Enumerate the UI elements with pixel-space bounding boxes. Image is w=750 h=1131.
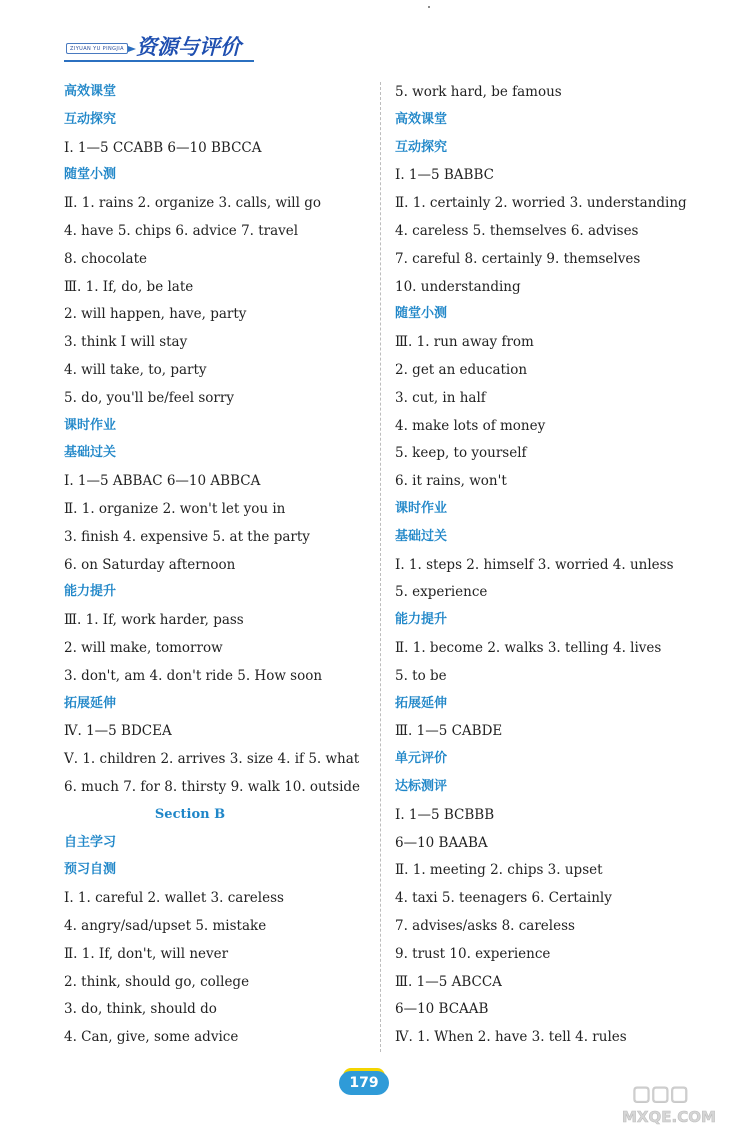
section-heading: 自主学习 [64,834,117,850]
answer-line: 3. do, think, should do [64,1001,217,1018]
answer-line: 5. keep, to yourself [395,445,527,462]
header-pinyin: ZIYUAN YU PINGJIA [66,43,128,54]
section-heading: 随堂小测 [64,167,117,183]
answer-line: 7. careful 8. certainly 9. themselves [395,250,641,267]
answer-line: 5. do, you'll be/feel sorry [64,389,234,406]
answer-line: 6—10 BAABA [395,834,488,851]
section-title: Section B [154,806,226,822]
answer-line: Ⅳ. 1—5 BDCEA [64,723,172,740]
arrow-icon [128,46,136,52]
answer-line: 3. finish 4. expensive 5. at the party [64,528,310,545]
answer-line: 6. much 7. for 8. thirsty 9. walk 10. outside [64,779,361,795]
answer-line: 10. understanding [395,278,521,295]
section-heading: 课时作业 [64,417,117,433]
answer-line: Ⅰ. 1—5 ABBAC 6—10 ABBCA [64,473,261,490]
answer-line: 6. it rains, won't [395,473,507,490]
header-banner [60,30,280,68]
answer-line: Ⅲ. 1. run away from [395,334,534,351]
section-heading: 高效课堂 [395,111,448,127]
answer-line: 7. advises/asks 8. careless [395,918,575,934]
answer-line: Ⅰ. 1. careful 2. wallet 3. careless [64,890,284,907]
answer-line: Ⅲ. 1. If, do, be late [64,278,194,295]
answer-line: Ⅰ. 1—5 BCBBB [395,806,495,823]
answer-line: 3. think I will stay [64,334,188,351]
answer-line: Ⅰ. 1. steps 2. himself 3. worried 4. unless [395,556,674,573]
answer-line: Ⅲ. 1—5 ABCCA [395,973,502,990]
section-heading: 拓展延伸 [64,695,117,711]
answer-line: Ⅱ. 1. If, don't, will never [64,945,229,962]
answer-line: 9. trust 10. experience [395,945,551,962]
scan-dot [428,6,430,8]
answer-line: 4. Can, give, some advice [64,1029,239,1046]
answer-line: Ⅰ. 1—5 BABBC [395,167,494,184]
answer-line: 4. angry/sad/upset 5. mistake [64,918,267,934]
section-heading: 课时作业 [395,501,448,516]
answer-line: Ⅲ. 1. If, work harder, pass [64,612,244,629]
page-number: 179 [339,1071,389,1095]
answer-line: 3. cut, in half [395,389,486,406]
answer-line: Ⅱ. 1. rains 2. organize 3. calls, will go [64,195,322,212]
answer-line: 3. don't, am 4. don't ride 5. How soon [64,667,323,684]
answer-line: 5. experience [395,584,488,601]
answer-line: 4. careless 5. themselves 6. advises [395,223,639,239]
section-heading: 基础过关 [64,445,117,461]
watermark-text: MXQE.COM [622,1108,716,1126]
answer-line: 6—10 BCAAB [395,1001,489,1018]
section-heading: 随堂小测 [395,306,448,322]
answer-line: 2. get an education [395,362,528,378]
answer-line: 2. think, should go, college [64,973,250,990]
answer-line: Ⅱ. 1. become 2. walks 3. telling 4. lives [395,640,662,656]
watermark-logo [620,1080,735,1128]
section-heading: 单元评价 [395,751,448,767]
section-heading: 高效课堂 [64,84,117,99]
answer-line: 4. taxi 5. teenagers 6. Certainly [395,890,612,907]
column-divider [380,82,381,1052]
answer-line: Ⅱ. 1. certainly 2. worried 3. understanding [395,195,687,212]
answer-line: Ⅱ. 1. meeting 2. chips 3. upset [395,862,603,879]
svg-text:▢▢▢: ▢▢▢ [632,1081,689,1105]
answer-line: Ⅱ. 1. organize 2. won't let you in [64,501,286,517]
header-title: 资源与评价 [136,35,241,59]
section-heading: 能力提升 [64,584,117,600]
answer-line: 5. work hard, be famous [395,84,562,100]
section-heading: 拓展延伸 [395,695,448,711]
answer-line: Ⅰ. 1—5 CCABB 6—10 BBCCA [64,139,262,156]
answer-line: 2. will happen, have, party [64,306,247,323]
section-heading: 能力提升 [395,612,448,628]
section-heading: 预习自测 [64,862,117,878]
section-heading: 互动探究 [64,111,117,127]
answer-line: 6. on Saturday afternoon [64,556,236,573]
section-heading: 基础过关 [395,528,448,544]
answer-line: 5. to be [395,667,447,684]
answer-line: Ⅴ. 1. children 2. arrives 3. size 4. if 5. what [64,751,360,768]
header-underline [64,60,254,62]
answer-line: 4. have 5. chips 6. advice 7. travel [64,223,299,239]
answer-line: Ⅲ. 1—5 CABDE [395,723,503,740]
answer-line: 8. chocolate [64,250,148,267]
answer-line: 2. will make, tomorrow [64,640,223,656]
answer-line: Ⅳ. 1. When 2. have 3. tell 4. rules [395,1029,627,1046]
answer-line: 4. will take, to, party [64,362,207,378]
answer-line: 4. make lots of money [395,417,546,434]
section-heading: 互动探究 [395,139,448,155]
section-heading: 达标测评 [395,779,448,794]
